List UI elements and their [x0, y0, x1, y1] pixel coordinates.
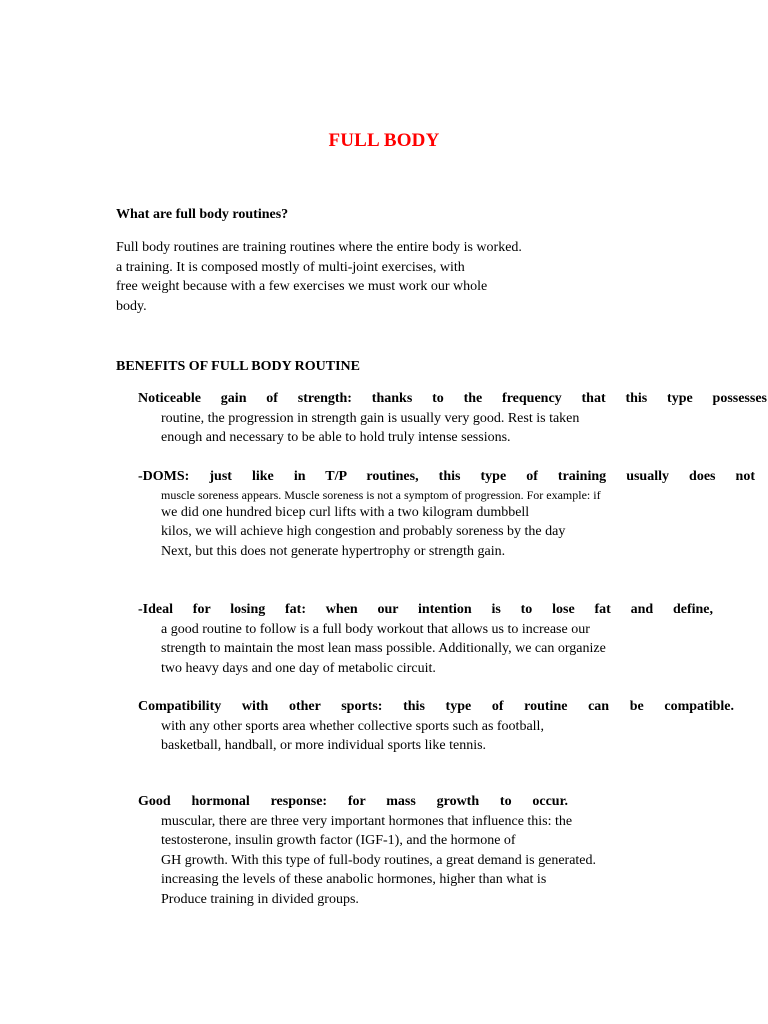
benefit-fat-loss [138, 600, 713, 678]
benefit-line: routine, the progression in strength gain is usually very good. Rest is taken [161, 410, 580, 426]
benefit-heading: Compatibility with other sports: this type of routine can be compatible. [138, 699, 734, 714]
benefit-compatibility [138, 697, 734, 756]
intro-line: body. [116, 298, 147, 314]
benefit-line: enough and necessary to be able to hold truly intense sessions. [161, 430, 511, 445]
intro-line: Full body routines are training routines where the entire body is worked. [116, 240, 522, 255]
intro-line: a training. It is composed mostly of multi-joint exercises, with [116, 259, 465, 275]
benefit-heading: Good hormonal response: for mass growth to occur. [138, 794, 568, 809]
benefit-line: GH growth. With this type of full-body routines, a great demand is generated. [161, 852, 597, 868]
benefit-line: Next, but this does not generate hypertrophy or strength gain. [161, 543, 506, 559]
benefit-heading: -Ideal for losing fat: when our intention is to lose fat and define, [138, 602, 713, 617]
intro-paragraph [116, 238, 676, 316]
benefit-heading: Noticeable gain of strength: thanks to the frequency that this type possesses [138, 391, 767, 406]
benefit-line: increasing the levels of these anabolic hormones, higher than what is [161, 872, 547, 887]
benefit-line: with any other sports area whether collective sports such as football, [161, 718, 544, 734]
benefit-body [138, 717, 734, 756]
benefit-line: muscular, there are three very important hormones that influence this: the [161, 813, 573, 829]
document-title: FULL BODY [328, 130, 440, 151]
benefit-hormonal [138, 792, 597, 909]
benefit-line: testosterone, insulin growth factor (IGF-1), and the hormone of [161, 833, 516, 848]
benefit-line: two heavy days and one day of metabolic circuit. [161, 660, 436, 676]
intro-line: free weight because with a few exercises we must work our whole [116, 279, 488, 294]
benefit-strength [138, 389, 767, 448]
benefit-line: kilos, we will achieve high congestion and probably soreness by the day [161, 524, 566, 539]
benefit-doms [138, 467, 755, 561]
benefit-line-small: muscle soreness appears. Muscle soreness is not a symptom of progression. For example: if [161, 487, 601, 502]
question-heading: What are full body routines? [116, 207, 289, 222]
benefits-heading: BENEFITS OF FULL BODY ROUTINE [116, 359, 361, 374]
benefit-line: basketball, handball, or more individual sports like tennis. [161, 738, 487, 753]
benefit-line: strength to maintain the most lean mass possible. Additionally, we can organize [161, 641, 606, 656]
benefit-body [138, 620, 713, 679]
benefit-body [138, 487, 755, 562]
benefit-body [138, 409, 767, 448]
benefit-heading: -DOMS: just like in T/P routines, this type of training usually does not [138, 469, 755, 484]
benefit-line: Produce training in divided groups. [161, 891, 359, 907]
benefit-line: we did one hundred bicep curl lifts with a two kilogram dumbbell [161, 504, 530, 520]
benefit-body [138, 812, 597, 910]
benefit-line: a good routine to follow is a full body workout that allows us to increase our [161, 621, 590, 637]
